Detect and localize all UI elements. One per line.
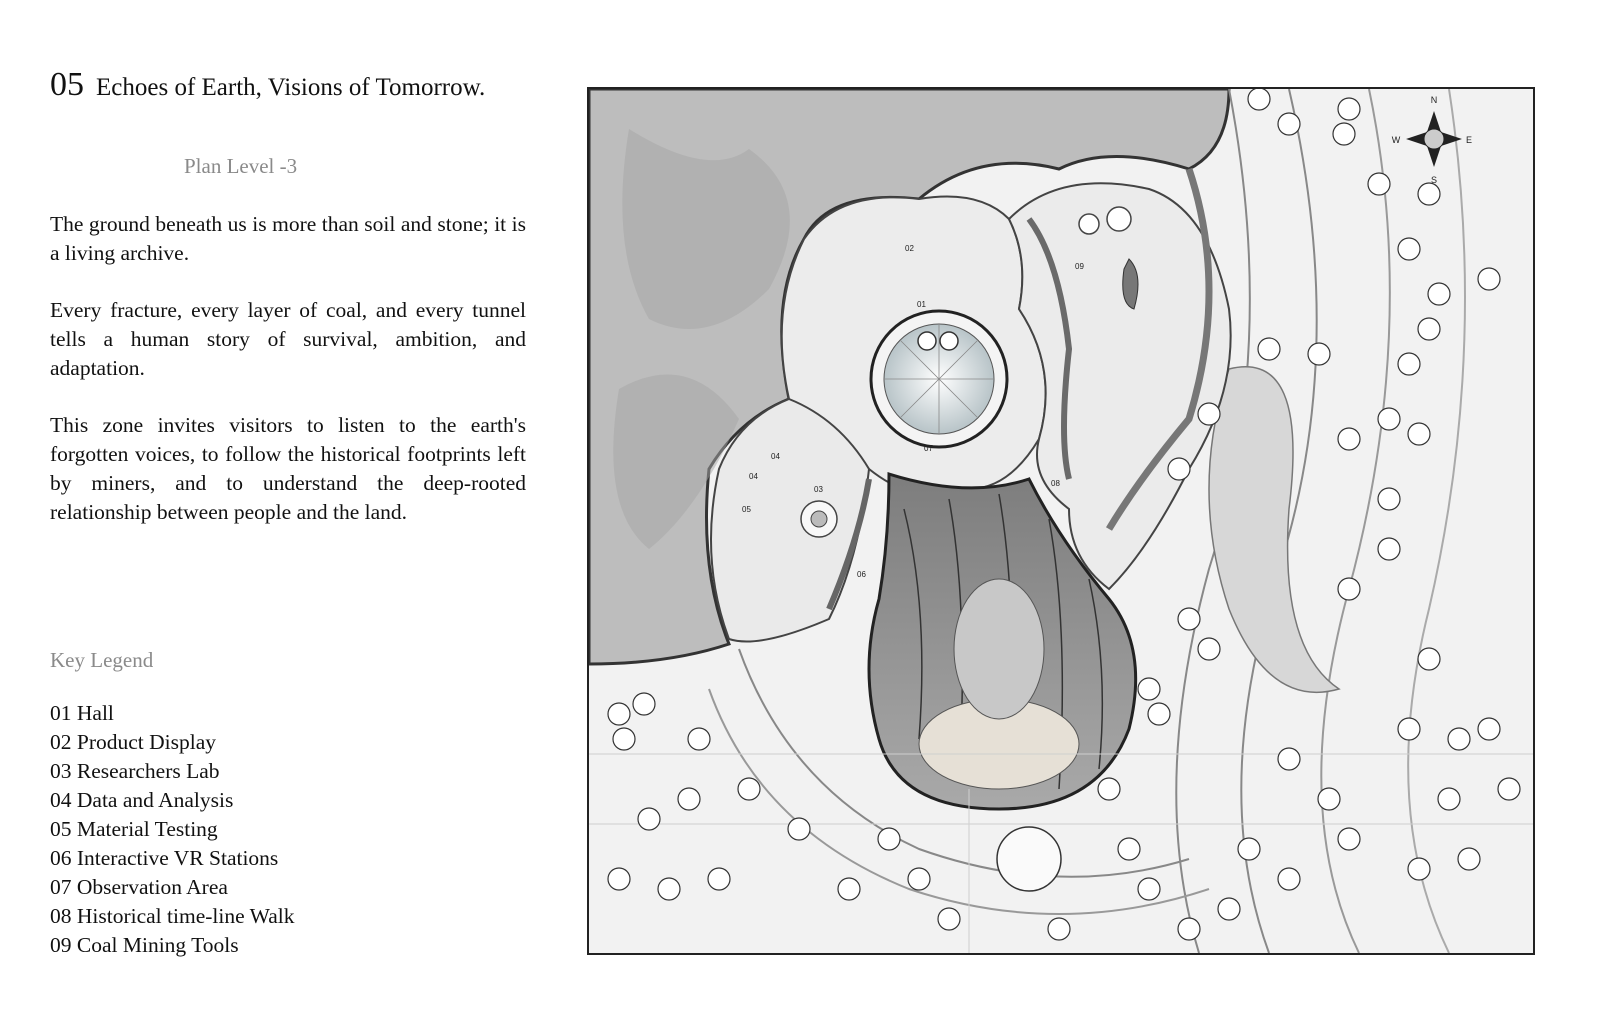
- paragraph-1: The ground beneath us is more than soil and stone; it is a living archive.: [50, 212, 526, 265]
- section-title: Echoes of Earth, Visions of Tomorrow.: [96, 74, 486, 101]
- legend-item: 09 Coal Mining Tools: [50, 933, 239, 957]
- legend-item: 05 Material Testing: [50, 817, 218, 841]
- compass-letter: W: [1391, 135, 1401, 145]
- room-label: 04: [749, 472, 758, 481]
- paragraph-2: Every fracture, every layer of coal, and every tunnel tells a human story of survival, ambition, and adaptation.: [50, 298, 526, 380]
- site-plan-drawing: [589, 89, 1533, 953]
- legend-item: 04 Data and Analysis: [50, 788, 234, 812]
- compass-letter: E: [1465, 135, 1473, 145]
- compass-letter: S: [1430, 175, 1438, 185]
- paragraph-3: This zone invites visitors to listen to the earth's forgotten voices, to follow the historical footprints left by miners, and to understand the deep-rooted relationship between people and the land.: [50, 413, 526, 524]
- legend-item: 07 Observation Area: [50, 875, 228, 899]
- legend-item: 01 Hall: [50, 701, 114, 725]
- room-label: 09: [1075, 262, 1084, 271]
- site-plan: [587, 87, 1535, 955]
- description-text: [50, 210, 526, 555]
- legend-item: 02 Product Display: [50, 730, 217, 754]
- room-label: 01: [917, 300, 926, 309]
- legend-item: 03 Researchers Lab: [50, 759, 220, 783]
- legend-title: Key Legend: [50, 648, 154, 672]
- room-label: 02: [905, 244, 914, 253]
- legend-list: [50, 699, 294, 960]
- room-label: 03: [814, 485, 823, 494]
- room-label: 07: [924, 444, 933, 453]
- legend-item: 06 Interactive VR Stations: [50, 846, 279, 870]
- page-title: [50, 66, 485, 104]
- room-label: 06: [857, 570, 866, 579]
- room-label: 05: [742, 505, 751, 514]
- room-label: 08: [1051, 479, 1060, 488]
- room-label: 04: [771, 452, 780, 461]
- legend-item: 08 Historical time-line Walk: [50, 904, 295, 928]
- compass-letter: N: [1430, 95, 1438, 105]
- section-number: 05: [50, 66, 84, 103]
- plan-level-subtitle: Plan Level -3: [184, 154, 298, 178]
